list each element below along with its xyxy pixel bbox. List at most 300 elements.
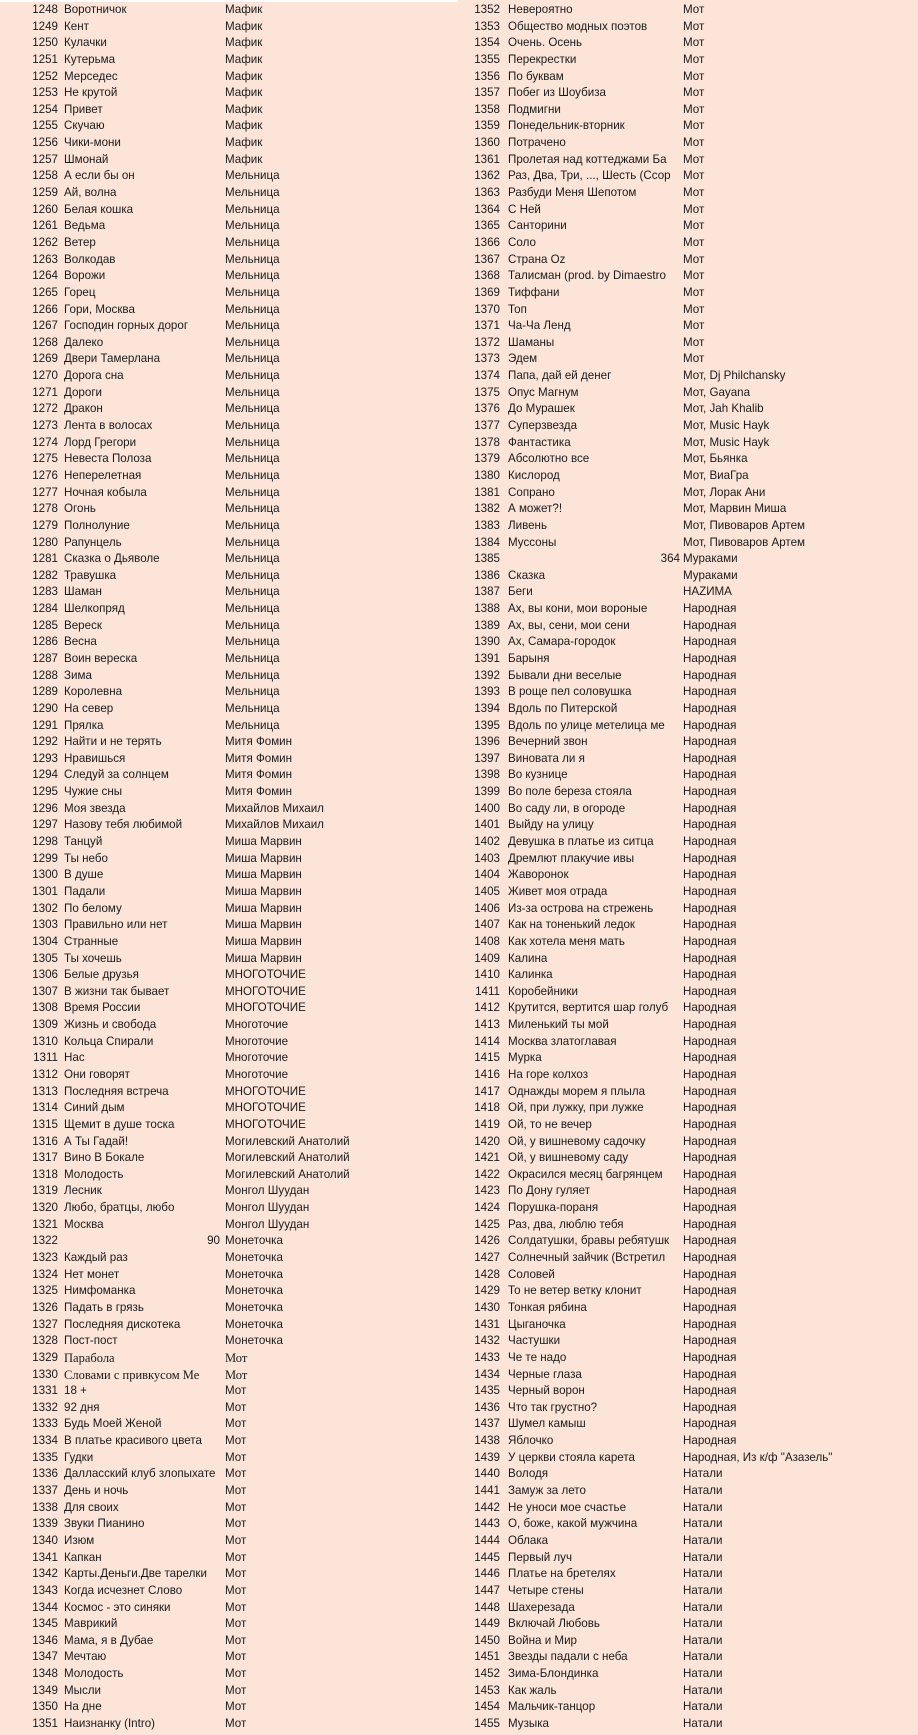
song-title: Назову тебя любимой [64,818,183,832]
song-artist: Мот [683,102,705,116]
song-row [0,1167,458,1184]
song-title: Чики-мони [64,136,121,150]
song-number: 1267 [32,319,58,333]
song-number: 1289 [32,685,58,699]
song-row [0,135,458,152]
song-number: 1359 [474,119,500,133]
song-number: 1266 [32,302,58,316]
song-title: Чужие сны [64,785,123,799]
song-artist: Могилевский Анатолий [225,1151,350,1165]
song-title: Мама, я в Дубае [64,1633,154,1647]
song-number: 1411 [475,984,500,998]
song-number: 1350 [32,1700,58,1714]
song-number: 1257 [32,152,58,166]
song-row [0,401,458,418]
song-number: 1272 [32,402,58,416]
song-title: Молодость [64,1667,124,1681]
song-artist: Миша Марвин [225,884,302,898]
song-title: Калинка [508,968,553,982]
song-number: 1339 [32,1517,58,1531]
song-artist: Монеточка [225,1251,283,1265]
song-row [460,35,918,52]
song-title: Солдатушки, бравы ребятушк [508,1234,670,1248]
song-number: 1287 [32,651,58,665]
song-title: Ой, у вишневому саду [508,1151,629,1165]
song-number: 1347 [32,1650,58,1664]
song-title: С Ней [508,202,541,216]
song-number: 1367 [474,252,500,266]
song-artist: Миша Марвин [225,901,302,915]
song-row [460,901,918,918]
song-row [460,668,918,685]
song-row [460,1516,918,1533]
song-number: 1296 [32,801,58,815]
song-artist: Мот, Бьянка [683,452,748,466]
song-number: 1454 [474,1700,500,1714]
song-number: 1314 [32,1101,58,1115]
song-title: Соловей [508,1267,555,1281]
song-title: Бывали дни веселые [508,668,622,682]
song-title: Выйду на улицу [508,818,594,832]
song-number: 1342 [32,1567,58,1581]
song-title: Когда исчезнет Слово [64,1583,183,1597]
song-artist: Мафик [225,86,263,100]
song-number: 1337 [32,1484,58,1498]
song-title: Привет [64,102,103,116]
song-artist: Мельница [225,635,280,649]
song-row [0,568,458,585]
song-number: 1356 [474,69,500,83]
song-row [460,1400,918,1417]
song-row [0,1616,458,1633]
song-artist: Мельница [225,718,280,732]
song-title: Мурка [508,1051,542,1065]
song-artist: Народная [683,1367,737,1381]
song-number: 1304 [32,934,58,948]
song-title: Травушка [64,568,117,582]
song-title: Ча-Ча Ленд [508,319,571,333]
song-number: 1360 [474,136,500,150]
song-title: Лорд Грегори [64,435,137,449]
song-row [460,718,918,735]
song-title: Как на тоненький ледок [508,918,635,932]
song-number: 1313 [32,1084,58,1098]
song-row [0,1333,458,1350]
song-row [460,1483,918,1500]
song-row [460,817,918,834]
song-artist: Многоточие [225,1068,289,1081]
song-number: 1329 [32,1350,58,1364]
song-row [460,934,918,951]
song-number: 1453 [474,1683,500,1697]
song-number: 1291 [32,718,58,732]
song-title: Абсолютно все [508,452,590,466]
song-row [460,1200,918,1217]
song-number: 1315 [32,1117,58,1131]
song-number: 1298 [32,835,58,849]
song-row [460,1616,918,1633]
song-number: 1445 [474,1550,500,1564]
song-title: Жаворонок [508,868,569,882]
song-number: 1265 [32,285,58,299]
song-title: Найти и не терять [64,735,162,749]
song-row [460,834,918,851]
song-title: Очень. Осень [508,36,583,50]
song-row [0,801,458,818]
song-number: 1294 [32,768,58,782]
song-title: У церкви стояла карета [508,1450,635,1464]
song-artist: Монгол Шуудан [225,1217,310,1231]
song-number: 1365 [474,219,500,233]
song-number: 1335 [32,1450,58,1464]
song-title: А может?! [508,502,563,516]
song-title: Талисман (prod. by Dimaestro [508,269,666,283]
song-artist: Миша Марвин [225,934,302,948]
song-number: 1408 [474,934,500,948]
song-title: 18 + [64,1384,87,1398]
song-number: 1451 [474,1650,500,1664]
song-artist: Мельница [225,452,280,466]
song-artist: Мот [225,1667,247,1681]
song-number: 1366 [474,235,500,249]
song-artist: Народная [683,785,737,799]
song-number: 1399 [474,785,500,799]
song-title: Включай Любовь [508,1617,600,1631]
song-artist: Мот [683,186,705,200]
song-row [0,1233,458,1250]
song-artist: Народная [683,685,737,699]
song-title: Черные глаза [508,1367,582,1381]
song-number: 1437 [474,1417,500,1431]
song-title: Топ [508,302,527,316]
song-number: 1320 [32,1201,58,1215]
song-artist: Народная [683,718,737,732]
song-artist: Мот [225,1417,247,1431]
song-number: 1336 [32,1467,58,1481]
song-number: 1398 [474,768,500,782]
song-number: 1340 [32,1533,58,1547]
song-artist: Народная [683,801,737,815]
song-artist: Народная [683,1217,737,1231]
song-title: Не уноси мое счастье [508,1500,627,1514]
song-title: Мечтаю [64,1650,107,1664]
song-number: 1258 [32,169,58,183]
song-artist: Натали [683,1484,723,1498]
song-row [460,1600,918,1617]
song-artist: Народная [683,1018,737,1032]
song-artist: Мот [225,1600,247,1614]
song-row [460,1699,918,1716]
song-row [0,1267,458,1284]
song-artist: Мот [683,269,705,283]
song-row [0,102,458,119]
song-artist: Натали [683,1650,723,1664]
song-number: 1391 [474,651,500,665]
song-title: Ах, вы кони, мои вороные [508,602,648,616]
song-number: 1268 [32,335,58,349]
song-row [460,651,918,668]
song-title: Шаман [64,585,102,599]
song-number: 1420 [474,1134,500,1148]
song-number: 1371 [474,319,500,333]
song-title: Ах, Самара-городок [508,635,616,649]
song-title: Будь Моей Женой [64,1417,162,1431]
song-row [460,951,918,968]
song-artist: Мельница [225,319,280,333]
song-number: 1404 [474,868,500,882]
song-number: 1323 [32,1251,58,1265]
song-artist: Мот, Пивоваров Артем [683,535,806,549]
song-number: 1426 [474,1234,500,1248]
song-title: Звезды падали с неба [508,1650,628,1664]
song-number: 1444 [474,1533,500,1547]
song-number: 1293 [32,751,58,765]
song-row [0,385,458,402]
song-artist: Мельница [225,618,280,632]
song-artist: Натали [683,1583,723,1597]
song-artist: Многоточие [225,1051,289,1065]
song-row [460,485,918,502]
song-artist: Мафик [225,69,263,83]
song-row [0,668,458,685]
song-number: 1322 [32,1234,58,1248]
song-row [460,302,918,319]
song-row [0,285,458,302]
song-artist: Мот [683,335,705,349]
song-artist: Натали [683,1700,723,1714]
song-number: 1440 [474,1467,500,1481]
song-title: Как жаль [508,1683,557,1697]
song-number: 1441 [474,1484,500,1498]
song-title: Че те надо [508,1350,567,1364]
song-number: 1364 [474,202,500,216]
song-row [0,1433,458,1450]
song-artist: Мот, Music Hayk [683,435,770,449]
song-title: Изюм [64,1533,95,1547]
song-artist: МНОГОТОЧИЕ [225,1101,306,1115]
song-number: 1261 [32,219,58,233]
song-number: 1442 [474,1500,500,1514]
song-artist: Народная [683,618,737,632]
song-number: 1389 [474,618,500,632]
song-artist: Мот [225,1700,247,1714]
song-row [0,218,458,235]
song-number: 1400 [474,801,500,815]
song-artist: Мельница [225,235,280,249]
song-number: 1318 [32,1167,58,1181]
song-title: Понедельник-вторник [508,119,625,133]
song-number: 1274 [32,435,58,449]
song-title: Двери Тамерлана [64,352,161,366]
song-artist: Народная [683,768,737,782]
song-artist: Мельница [225,518,280,532]
song-number: 1250 [32,36,58,50]
song-title: Щемит в душе тоска [64,1117,175,1131]
song-title: Суперзвезда [508,419,578,433]
song-number: 1253 [32,86,58,100]
song-row [460,85,918,102]
song-number: 1328 [32,1334,58,1348]
song-artist: Народная [683,701,737,715]
song-row [460,1533,918,1550]
song-number: 1254 [32,102,58,116]
song-number: 1416 [474,1068,500,1081]
song-row [0,1283,458,1300]
song-number: 1285 [32,618,58,632]
song-number: 1325 [32,1284,58,1298]
song-title: Окрасился месяц багрянцем [508,1167,663,1181]
song-number: 1450 [474,1633,500,1647]
song-title: Каждый раз [64,1251,128,1265]
song-artist: Мот [683,235,705,249]
song-number: 1349 [32,1683,58,1697]
song-row [0,1350,458,1367]
song-title: Яблочко [508,1434,554,1448]
song-title: Ночная кобыла [64,485,147,499]
song-number: 1443 [474,1517,500,1531]
song-title: Ливень [508,518,548,532]
song-number: 1387 [474,585,500,599]
song-title: В платье красивого цвета [64,1434,202,1448]
song-title: Тонкая рябина [508,1300,587,1314]
song-row [460,318,918,335]
song-number: 1301 [32,884,58,898]
song-row [0,1483,458,1500]
song-artist: Натали [683,1633,723,1647]
song-number: 1392 [474,668,500,682]
song-artist: Народная [683,901,737,915]
song-row [0,52,458,69]
song-title: В жизни так бывает [64,984,170,998]
song-number: 1425 [474,1217,500,1231]
song-title: Молодость [64,1167,124,1181]
song-title: Для своих [64,1500,119,1514]
song-artist: Народная [683,635,737,649]
song-row [460,1317,918,1334]
song-number: 1324 [32,1267,58,1281]
song-title: Сказка [508,568,546,582]
song-title: Звуки Пианино [64,1517,145,1531]
song-artist: Мот [225,1716,247,1730]
song-title: Вдоль по улице метелица ме [508,718,665,732]
song-title: Эдем [508,352,538,366]
song-artist: Народная [683,1350,737,1364]
song-number: 1271 [32,385,58,399]
song-title: Солнечный зайчик (Встретил [508,1251,666,1265]
song-artist: Мот [225,1533,247,1547]
song-row [460,967,918,984]
song-title: Во кузнице [508,768,568,782]
song-number: 1327 [32,1317,58,1331]
song-row [0,19,458,36]
song-number: 1279 [32,518,58,532]
song-title: По Дону гуляет [508,1184,591,1198]
song-row [0,1633,458,1650]
song-title: Мысли [64,1683,102,1697]
song-row [460,185,918,202]
song-number: 1446 [474,1567,500,1581]
song-number: 1421 [474,1151,500,1165]
song-artist: Натали [683,1500,723,1514]
song-artist: Мельница [225,602,280,616]
song-row [460,501,918,518]
song-number: 1351 [32,1716,58,1730]
song-number: 1447 [474,1583,500,1597]
song-row [0,901,458,918]
song-row [0,85,458,102]
song-title: Ведьма [64,219,106,233]
song-title: Вино В Бокале [64,1151,145,1165]
song-number: 1422 [474,1167,500,1181]
song-artist: Народная [683,1300,737,1314]
song-number: 1333 [32,1417,58,1431]
song-artist: Народная [683,1267,737,1281]
song-row [460,1466,918,1483]
song-title: Крутится, вертится шар голуб [508,1001,669,1015]
song-artist: Мельница [225,585,280,599]
song-title: Потрачено [508,136,566,150]
song-row [0,634,458,651]
song-title: Ты хочешь [64,951,122,965]
song-row [0,917,458,934]
song-number: 1409 [474,951,500,965]
song-number: 1428 [474,1267,500,1281]
song-artist: Монеточка [225,1284,283,1298]
song-artist: Могилевский Анатолий [225,1167,350,1181]
song-title: Война и Мир [508,1633,578,1647]
song-row [460,468,918,485]
song-row [0,535,458,552]
song-row [0,618,458,635]
song-title: Разбуди Меня Шепотом [508,186,637,200]
song-row [0,784,458,801]
song-row [0,235,458,252]
song-row [0,1117,458,1134]
song-number: 1369 [474,285,500,299]
song-title: Весна [64,635,97,649]
song-title: Ой, у вишневому садочку [508,1134,646,1148]
song-number: 1330 [32,1367,58,1381]
song-row [0,1084,458,1101]
song-artist: Мот [683,36,705,50]
song-artist: Мельница [225,701,280,715]
song-artist: Мот, Марвин Миша [683,502,787,516]
song-artist: Мафик [225,102,263,116]
song-number: 1386 [474,568,500,582]
song-row [0,551,458,568]
song-artist: Мот [225,1633,247,1647]
song-number: 1341 [32,1550,58,1564]
song-title: Скучаю [64,119,105,133]
song-artist: Многоточие [225,1018,289,1032]
song-list-left-column [0,2,458,1733]
song-title: Санторини [508,219,567,233]
song-title: Побег из Шоубиза [508,86,606,100]
song-title: Дорога сна [64,369,124,383]
song-row [0,468,458,485]
song-artist: Мот [683,302,705,316]
song-artist: Народная, Из к/ф "Азазель" [683,1450,833,1464]
song-artist: Мот [225,1500,247,1514]
song-number: 1358 [474,102,500,116]
song-row [460,1167,918,1184]
song-artist: Мот [683,219,705,233]
song-number: 1402 [474,835,500,849]
song-title: Кутерьма [64,52,116,66]
song-title: Сказка о Дьяволе [64,552,160,566]
song-artist: Мельница [225,335,280,349]
song-number: 1382 [474,502,500,516]
